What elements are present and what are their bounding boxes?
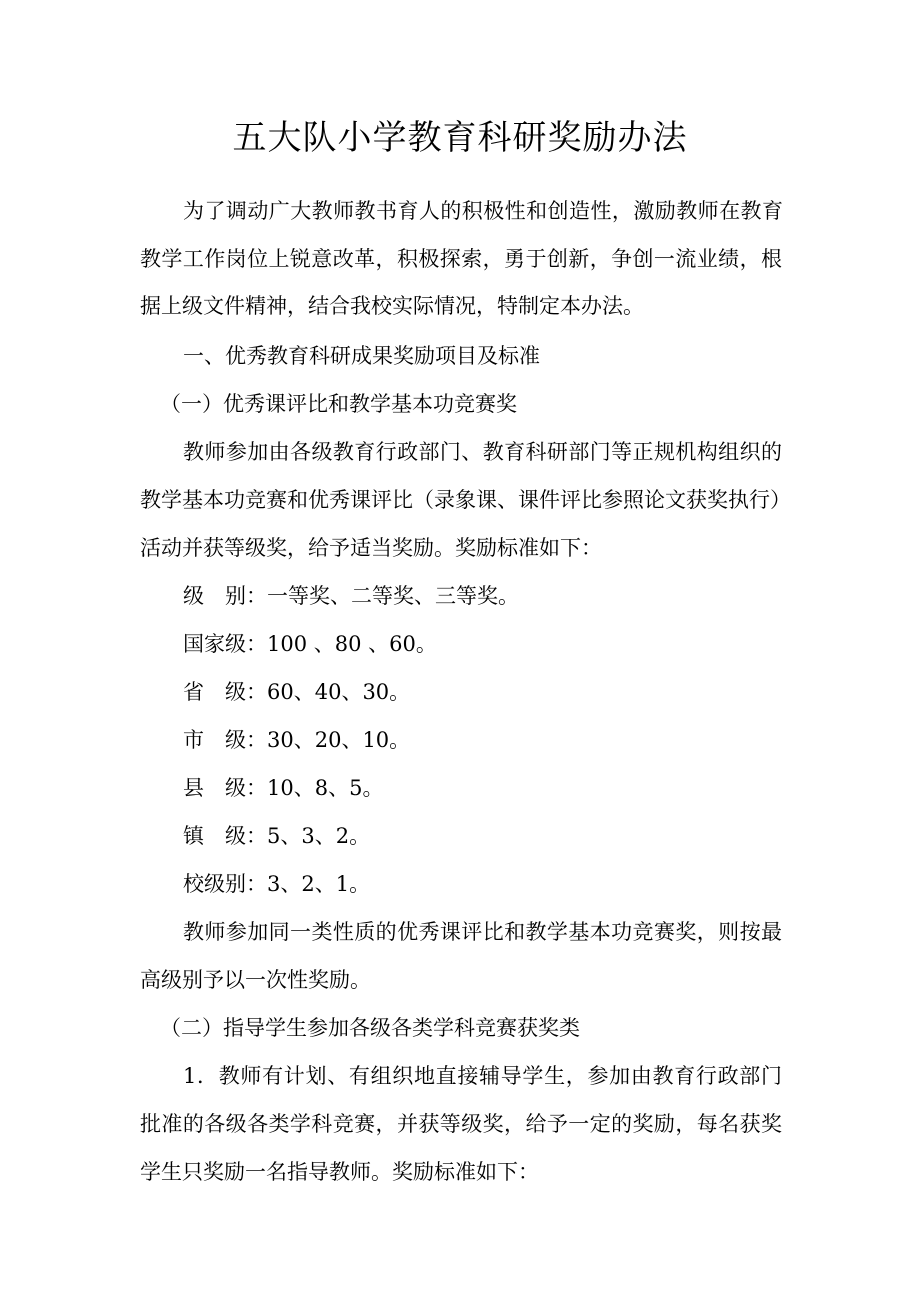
paragraph-line: 活动并获等级奖，给予适当奖励。奖励标准如下： — [140, 536, 602, 560]
subsection-heading: （一）优秀课评比和教学基本功竞赛奖 — [160, 392, 517, 416]
section-heading: 一、优秀教育科研成果奖励项目及标准 — [183, 344, 540, 368]
paragraph-line: 教学基本功竞赛和优秀课评比（录象课、课件评比参照论文获奖执行） — [140, 488, 791, 512]
subsection-heading: （二）指导学生参加各级各类学科竞赛获奖类 — [160, 1016, 580, 1040]
paragraph-line: 高级别予以一次性奖励。 — [140, 968, 371, 992]
paragraph-line: 1．教师有计划、有组织地直接辅导学生，参加由教育行政部门 — [183, 1064, 782, 1088]
paragraph-line: 教学工作岗位上锐意改革，积极探索，勇于创新，争创一流业绩，根 — [140, 247, 782, 271]
award-row-city: 市 级：30、20、10。 — [183, 728, 411, 752]
paragraph-line: 为了调动广大教师教书育人的积极性和创造性，激励教师在教育 — [183, 199, 783, 223]
paragraph-line: 教师参加同一类性质的优秀课评比和教学基本功竞赛奖，则按最 — [183, 920, 782, 944]
award-row-national: 国家级：100 、80 、60。 — [183, 632, 437, 656]
award-row-provincial: 省 级：60、40、30。 — [183, 680, 411, 704]
document-title: 五大队小学教育科研奖励办法 — [232, 118, 688, 158]
paragraph-line: 学生只奖励一名指导教师。奖励标准如下： — [140, 1160, 539, 1184]
paragraph-line: 据上级文件精神，结合我校实际情况，特制定本办法。 — [140, 294, 644, 318]
award-row-county: 县 级：10、8、5。 — [183, 776, 384, 800]
award-level-header: 级 别：一等奖、二等奖、三等奖。 — [183, 584, 519, 608]
award-row-school: 校级别：3、2、1。 — [183, 872, 371, 896]
paragraph-line: 批准的各级各类学科竞赛，并获等级奖，给予一定的奖励，每名获奖 — [140, 1112, 782, 1136]
award-row-town: 镇 级：5、3、2。 — [183, 824, 371, 848]
paragraph-line: 教师参加由各级教育行政部门、教育科研部门等正规机构组织的 — [183, 440, 782, 464]
